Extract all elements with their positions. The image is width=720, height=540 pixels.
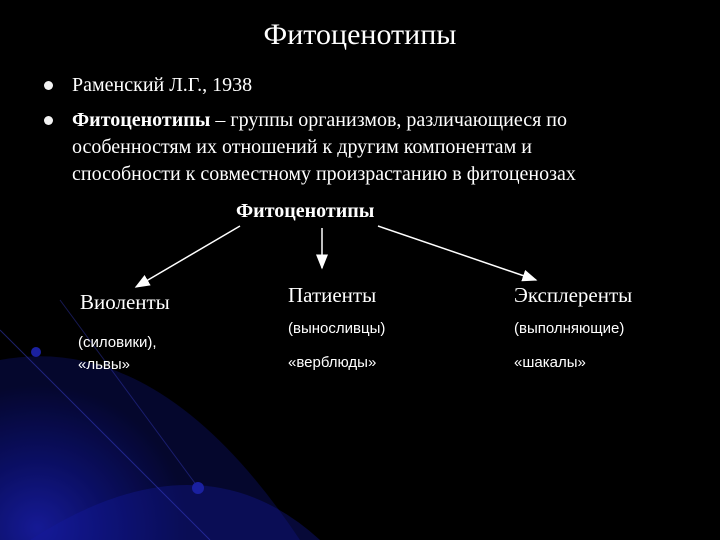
type-patients-desc1: (выносливцы) xyxy=(288,320,386,337)
type-violents-desc2: «львы» xyxy=(78,356,131,373)
type-violents-name: Виоленты xyxy=(80,290,170,314)
type-patients-desc xyxy=(288,318,385,374)
definition-line-3: способности к совместному произрастанию в фитоценозах xyxy=(72,163,576,185)
arrow-to-violents xyxy=(136,226,240,287)
definition-term: Фитоценотипы xyxy=(72,109,211,131)
type-violents-desc xyxy=(78,332,157,376)
definition-text: – группы организмов, различающиеся по xyxy=(210,109,568,131)
type-patients-name: Патиенты xyxy=(288,283,377,307)
type-explerents-desc xyxy=(514,318,624,374)
author-text: Раменский Л.Г., 1938 xyxy=(72,74,253,96)
arrow-to-explerents xyxy=(378,226,536,280)
type-patients-desc2: «верблюды» xyxy=(288,354,377,371)
type-explerents-desc2: «шакалы» xyxy=(514,354,586,371)
type-explerents-desc1: (выполняющие) xyxy=(514,320,625,337)
type-explerents-name: Эксплеренты xyxy=(514,283,633,307)
diagram-center-label: Фитоценотипы xyxy=(236,200,375,222)
definition-line-2: особенностям их отношений к другим компонентам и xyxy=(72,136,532,158)
type-violents-desc1: (силовики), xyxy=(78,334,157,351)
slide-title: Фитоценотипы xyxy=(263,18,457,51)
